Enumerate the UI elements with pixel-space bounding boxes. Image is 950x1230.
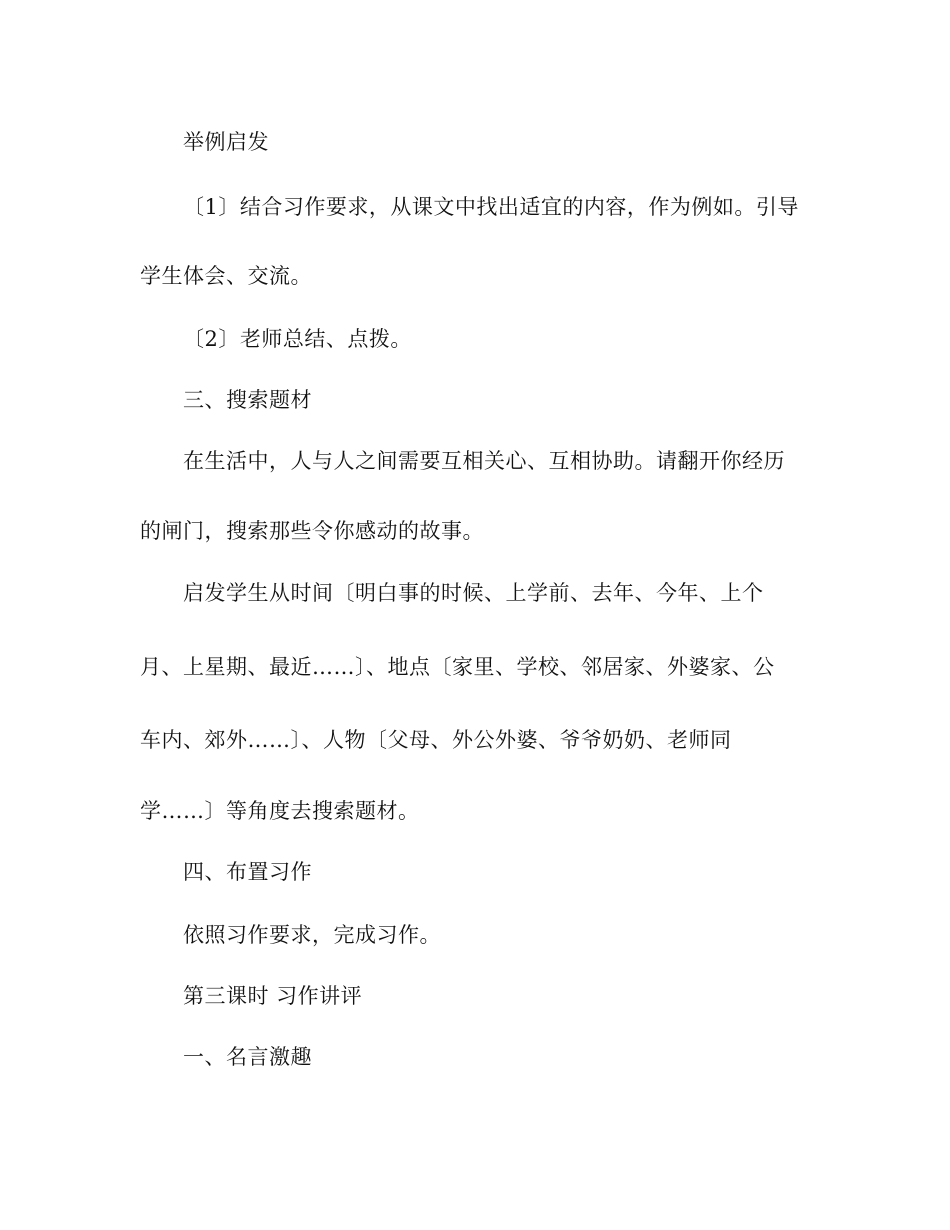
section-heading-search-topics: 三、搜索题材 (183, 388, 312, 412)
section-heading-examples: 举例启发 (183, 130, 269, 154)
paragraph-line: 学……〕等角度去搜索题材。 (140, 799, 420, 823)
paragraph-line: 〔2〕老师总结、点拨。 (183, 327, 412, 351)
lesson-heading: 第三课时 习作讲评 (183, 984, 363, 1008)
paragraph-line: 启发学生从时间〔明白事的时候、上学前、去年、今年、上个 (183, 581, 764, 605)
paragraph-line: 月、上星期、最近……〕、地点〔家里、学校、邻居家、外婆家、公 (140, 655, 775, 679)
section-heading-quotes: 一、名言激趣 (183, 1045, 312, 1069)
paragraph-line: 在生活中，人与人之间需要互相关心、互相协助。请翻开你经历 (183, 449, 785, 473)
section-heading-assign-writing: 四、布置习作 (183, 860, 312, 884)
paragraph-line: 依照习作要求，完成习作。 (183, 923, 441, 947)
paragraph-line: 车内、郊外……〕、人物〔父母、外公外婆、爷爷奶奶、老师同 (140, 728, 732, 752)
paragraph-line: 〔1〕结合习作要求，从课文中找出适宜的内容，作为例如。引导 (183, 195, 799, 219)
paragraph-line: 学生体会、交流。 (140, 264, 312, 288)
paragraph-line: 的闸门，搜索那些令你感动的故事。 (140, 519, 484, 543)
